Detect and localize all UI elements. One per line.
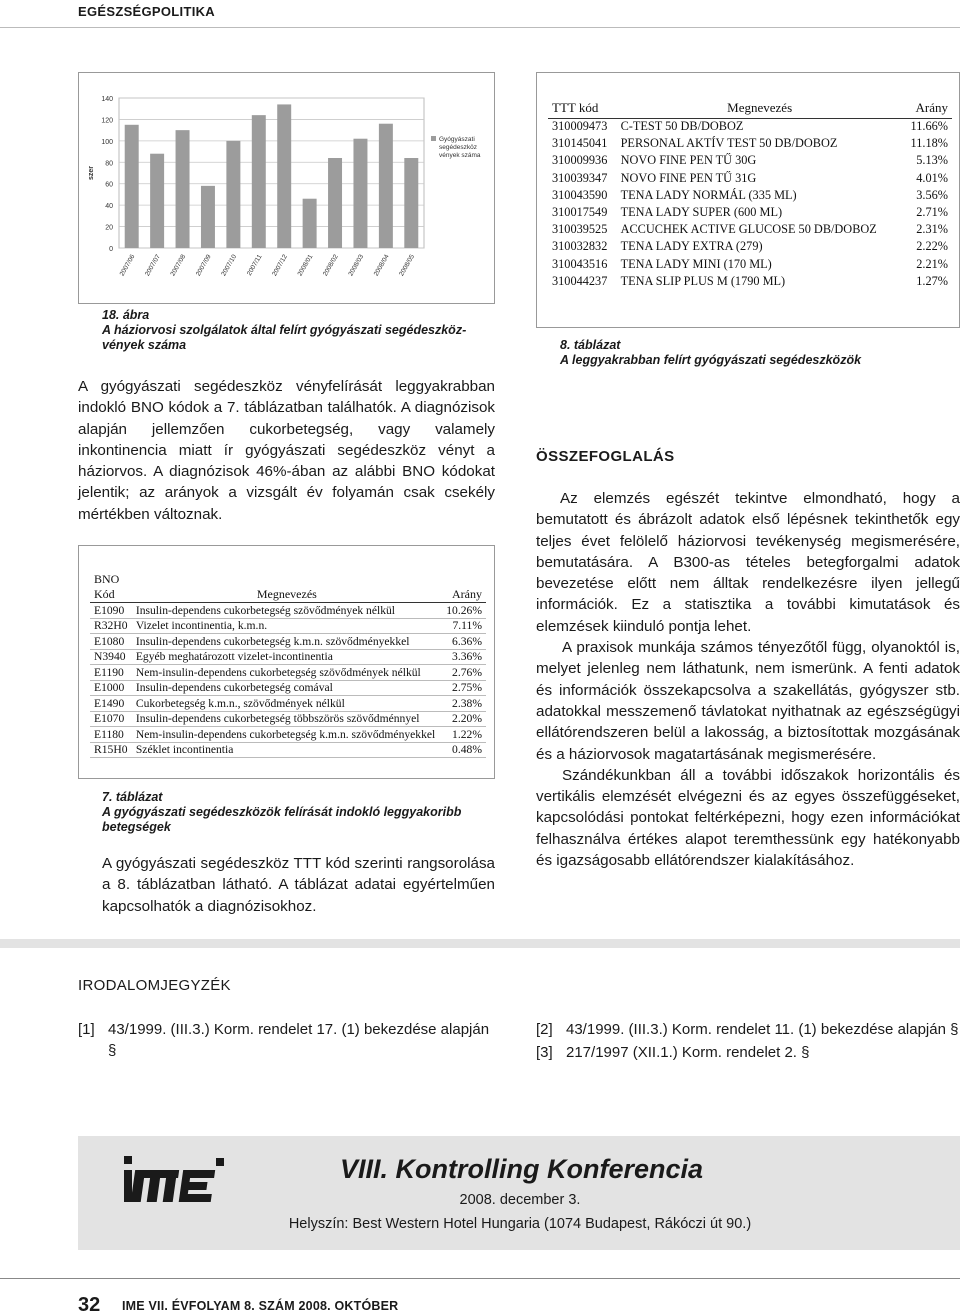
table-row (548, 152, 952, 169)
table-cell: E1180 (90, 727, 132, 743)
reference-text-content: 217/1997 (XII.1.) Korm. rendelet 2. (566, 1044, 797, 1061)
table-cell: PERSONAL AKTÍV TEST 50 DB/DOBOZ (620, 136, 838, 151)
table-cell: 2.20% (442, 711, 486, 727)
table-cell: 310017549 (552, 205, 608, 220)
table-row (90, 696, 486, 712)
table-cell: Cukorbetegség k.m.n., szövődmények nélkül (132, 696, 442, 712)
footer-rule (0, 1278, 960, 1279)
reference-text (566, 1019, 958, 1040)
table-cell: 310043590 (552, 187, 608, 202)
table-cell: 2.75% (442, 680, 486, 696)
figure-18-title: A háziorvosi szolgálatok által felírt gyógyászati segédeszköz-vények száma (102, 323, 467, 352)
table-cell: E1490 (90, 696, 132, 712)
table-cell: R15H0 (90, 742, 132, 758)
bar (125, 125, 139, 248)
conference-date: 2008. december 3. (459, 1192, 581, 1208)
table-cell: 2.38% (442, 696, 486, 712)
x-tick-label: 2007/07 (144, 253, 162, 278)
y-tick-label: 40 (105, 203, 113, 211)
x-tick-label: 2007/10 (220, 253, 239, 278)
section-header: EGÉSZSÉGPOLITIKA (78, 4, 215, 19)
x-tick-label: 2007/06 (118, 253, 137, 278)
table-row (548, 118, 952, 135)
table-cell: 6.36% (442, 634, 486, 650)
table-cell: TENA SLIP PLUS M (1790 ML) (620, 273, 786, 288)
table-cell: 310044237 (552, 273, 608, 288)
table-7-header-name: Megnevezés (132, 587, 442, 603)
table-cell: 2.21% (916, 256, 948, 271)
table-cell: TENA LADY NORMÁL (335 ML) (620, 187, 797, 202)
table-8 (548, 98, 952, 290)
section-sign-icon: § (801, 1044, 810, 1061)
x-tick-label: 2007/12 (271, 253, 289, 278)
bar (226, 141, 240, 248)
table-7-caption (102, 790, 495, 835)
table-cell: 2.76% (442, 665, 486, 681)
reference-text-content: 43/1999. (III.3.) Korm. rendelet 17. (1) bekezdése alapján (108, 1021, 490, 1038)
header-rule (0, 27, 960, 28)
table-cell: 1.27% (916, 273, 948, 288)
y-tick-label: 100 (101, 138, 113, 146)
table-7-group-header: BNO (94, 572, 120, 586)
summary-paragraph-1: Az elemzés egészét tekintve elmondható, hogy a bemutatott és ábrázolt adatok első lépésnek tekinthetők egy teljes évet felölelő háziorvosi tevékenység megismerésére, bemutatására. A B300-as tételes betegforgalmi adatok bevezetése előtt nem álltak rendelkezésre ilyen jellegű információk. Ez a statisztika a további kimutatások és elemzések kiinduló pontja lehet. (536, 490, 960, 635)
x-tick-label: 2008/02 (321, 253, 340, 278)
table-cell: Nem-insulin-dependens cukorbetegség k.m.n. szövődményekkel (132, 727, 442, 743)
table-cell: 310039347 (552, 170, 608, 185)
table-7-number: 7. táblázat (102, 790, 163, 804)
table-row (548, 135, 952, 152)
table-cell: Nem-insulin-dependens cukorbetegség szövődmények nélkül (132, 665, 442, 681)
table-8-header-name: Megnevezés (617, 98, 903, 118)
references-right (536, 1019, 960, 1063)
table-row (548, 238, 952, 255)
bar (328, 158, 342, 248)
table-row (90, 742, 486, 758)
table-row (90, 680, 486, 696)
table-cell: 11.66% (910, 119, 948, 134)
table-cell: Vizelet incontinentia, k.m.n. (132, 618, 442, 634)
table-row (548, 256, 952, 273)
bar (303, 199, 317, 248)
table-row (90, 634, 486, 650)
table-cell: Egyéb meghatározott vizelet-incontinentia (132, 649, 442, 665)
legend-swatch (431, 136, 436, 141)
summary-paragraph-3: Szándékunkban áll a további időszakok horizontális és vertikális elemzését elvégezni és az egyes összefüggéseket, kapcsolódási pontokat feltérképezni, hogy ezen információkat felhasználva értékes alapot teremthessünk egy hatékonyabb és igazságosabb ellátórendszer kialakításához. (536, 766, 960, 870)
plot-area (119, 98, 424, 248)
table-cell: TENA LADY EXTRA (279) (620, 239, 763, 254)
x-tick-label: 2007/09 (194, 253, 213, 278)
table-row (90, 603, 486, 619)
table-cell: NOVO FINE PEN TŰ 31G (620, 170, 757, 185)
table-cell: 2.22% (916, 239, 948, 254)
table-cell: R32H0 (90, 618, 132, 634)
reference-item (536, 1042, 960, 1063)
table-cell: E1000 (90, 680, 132, 696)
figure-18-frame (78, 72, 495, 304)
table-row (548, 221, 952, 238)
figure-18-number: 18. ábra (102, 308, 150, 322)
x-tick-label: 2007/11 (245, 253, 264, 277)
table-cell: TENA LADY MINI (170 ML) (620, 256, 772, 271)
table-row (90, 727, 486, 743)
table-row (548, 273, 952, 290)
table-cell: 1.22% (442, 727, 486, 743)
section-sign-icon: § (108, 1042, 117, 1059)
paragraph-bno (78, 376, 495, 525)
y-axis-label: szer (88, 165, 95, 181)
table-row (548, 187, 952, 204)
table-row (548, 204, 952, 221)
table-cell: 11.18% (910, 136, 948, 151)
paragraph-ttt (102, 853, 495, 917)
table-8-header-code: TTT kód (548, 98, 617, 118)
reference-item (536, 1019, 960, 1040)
table-cell: Insulin-dependens cukorbetegség k.m.n. szövődményekkel (132, 634, 442, 650)
x-tick-label: 2007/08 (169, 253, 188, 278)
table-8-number: 8. táblázat (560, 338, 621, 352)
table-cell: E1080 (90, 634, 132, 650)
conference-title: VIII. Kontrolling Konferencia (340, 1154, 704, 1184)
conference-venue: Helyszín: Best Western Hotel Hungaria (1074 Budapest, Rákóczi út 90.) (288, 1216, 752, 1232)
table-cell: 310009936 (552, 153, 608, 168)
bar (277, 104, 291, 248)
table-cell: 10.26% (442, 603, 486, 619)
x-tick-label: 2008/01 (296, 253, 315, 278)
reference-text (108, 1019, 495, 1061)
bar (150, 154, 164, 248)
table-7-title: A gyógyászati segédeszközök felírását indokló leggyakoribb betegségek (102, 805, 462, 834)
reference-item (78, 1019, 495, 1061)
bar (252, 115, 266, 248)
table-row (548, 170, 952, 187)
table-cell: 310039525 (552, 222, 608, 237)
table-row (90, 618, 486, 634)
table-cell: Széklet incontinentia (132, 742, 442, 758)
reference-number: [3] (536, 1044, 553, 1061)
table-cell: E1090 (90, 603, 132, 619)
table-cell: 3.56% (916, 187, 948, 202)
x-tick-label: 2008/04 (372, 253, 391, 278)
table-cell: C-TEST 50 DB/DOBOZ (620, 119, 744, 134)
journal-footer: IME VII. ÉVFOLYAM 8. SZÁM 2008. OKTÓBER (122, 1299, 399, 1313)
table-cell: E1070 (90, 711, 132, 727)
y-tick-label: 80 (105, 160, 113, 168)
reference-number: [1] (78, 1021, 95, 1038)
table-cell: 310009473 (552, 119, 608, 134)
table-cell: 7.11% (442, 618, 486, 634)
summary-title: ÖSSZEFOGLALÁS (536, 448, 675, 465)
table-cell: 2.31% (916, 222, 948, 237)
x-tick-label: 2008/05 (398, 253, 417, 278)
reference-number: [2] (536, 1021, 553, 1038)
table-cell: Insulin-dependens cukorbetegség comával (132, 680, 442, 696)
table-cell: 5.13% (916, 153, 948, 168)
table-cell: 4.01% (916, 170, 948, 185)
table-row (90, 649, 486, 665)
table-cell: ACCUCHEK ACTIVE GLUCOSE 50 DB/DOBOZ (620, 222, 877, 237)
references-title: IRODALOMJEGYZÉK (78, 977, 231, 994)
table-7 (90, 572, 486, 758)
table-cell: 3.36% (442, 649, 486, 665)
table-cell: N3940 (90, 649, 132, 665)
table-cell: 310032832 (552, 239, 608, 254)
table-cell: TENA LADY SUPER (600 ML) (620, 205, 783, 220)
table-cell: Insulin-dependens cukorbetegség többszörös szövődménnyel (132, 711, 442, 727)
x-tick-label: 2008/03 (347, 253, 366, 278)
table-cell: E1190 (90, 665, 132, 681)
bar (176, 130, 190, 248)
table-8-caption (560, 338, 960, 368)
summary-body (536, 488, 960, 871)
reference-text (566, 1042, 809, 1063)
references-left (78, 1019, 495, 1061)
table-cell: 2.71% (916, 205, 948, 220)
table-7-header-ratio: Arány (442, 587, 486, 603)
legend-label: Gyógyászati segédeszköz vények száma (439, 136, 481, 159)
bar (379, 124, 393, 248)
table-row (90, 711, 486, 727)
page-number: 32 (78, 1294, 101, 1316)
table-7-header-code: Kód (90, 587, 132, 603)
y-tick-label: 120 (101, 117, 113, 125)
table-cell: Insulin-dependens cukorbetegség szövődmények nélkül (132, 603, 442, 619)
table-8-header-ratio: Arány (903, 98, 952, 118)
y-tick-label: 60 (105, 181, 113, 189)
reference-text-content: 43/1999. (III.3.) Korm. rendelet 11. (1) bekezdése alapján (566, 1021, 946, 1038)
paragraph-ttt-text: A gyógyászati segédeszköz TTT kód szerinti rangsorolása a 8. táblázatban látható. A táblázat adatai egyértelműen kapcsolhatók a diagnózisokhoz. (102, 855, 495, 915)
table-cell: 0.48% (442, 742, 486, 758)
section-divider (0, 939, 960, 948)
bar (353, 139, 367, 248)
table-cell: 310145041 (552, 136, 608, 151)
bar-chart (79, 73, 494, 303)
y-tick-label: 20 (105, 224, 113, 232)
bar (201, 186, 215, 248)
table-8-title: A leggyakrabban felírt gyógyászati segédeszközök (560, 353, 862, 367)
table-row (90, 665, 486, 681)
y-tick-label: 0 (109, 246, 113, 253)
section-sign-icon: § (950, 1021, 959, 1038)
table-cell: NOVO FINE PEN TŰ 30G (620, 153, 757, 168)
bar (404, 158, 418, 248)
figure-18-caption (102, 308, 495, 353)
paragraph-bno-text: A gyógyászati segédeszköz vényfelírását leggyakrabban indokló BNO kódok a 7. táblázatban találhatók. A diagnózisok alapján jellemzően cukorbetegség, vagy valamely inkontinencia miatt ír gyógyászati segédeszköz vényt a háziorvos. A diagnózisok 46%-ában az alábbi BNO kódokat jelentik; az arányok a vizsgált év folyamán csak csekély mértékben változnak. (78, 378, 495, 523)
y-tick-label: 140 (101, 96, 113, 103)
summary-paragraph-2: A praxisok munkája számos tényezőtől függ, olyanoktól is, melyet jelenleg nem láthatunk, nem ismerünk. A fenti adatok és információk összekapcsolva a szakellátás, gyógyszer stb. adatokkal messzemenő távlatokat nyithatnak az egészségügyi ellátórendszeren belül a lakosság, a biztosítottak mozgásának és a háziorvosok magatartásának megismerésére. (536, 639, 960, 763)
table-cell: 310043516 (552, 256, 608, 271)
